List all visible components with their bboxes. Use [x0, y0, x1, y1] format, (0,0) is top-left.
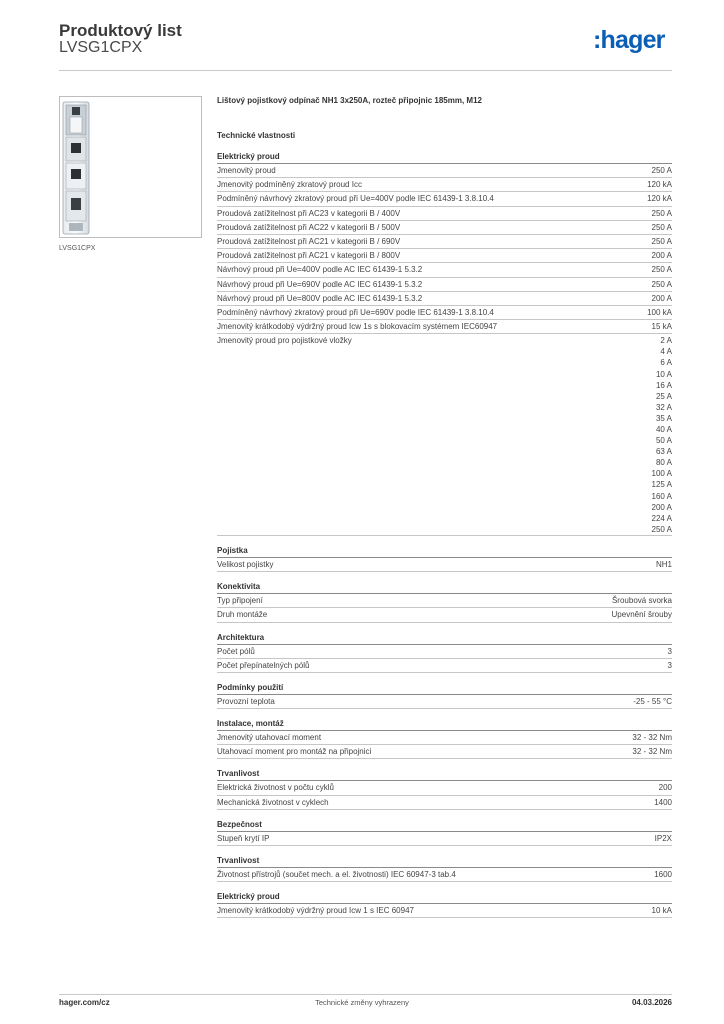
- section-title: Trvanlivost: [217, 854, 672, 868]
- product-image: [59, 96, 202, 238]
- spec-value-item: 160 A: [651, 491, 672, 501]
- spec-value: 120 kA: [647, 194, 672, 204]
- spec-section: [217, 681, 672, 709]
- spec-value: 3: [667, 646, 672, 656]
- spec-value-item: 2 A: [660, 336, 672, 346]
- section-title: Trvanlivost: [217, 767, 672, 781]
- section-title: Elektrický proud: [217, 150, 672, 164]
- section-title: Architektura: [217, 631, 672, 645]
- spec-label: Návrhový proud při Ue=400V podle AC IEC 61439-1 5.3.2: [217, 265, 423, 275]
- tech-properties-title: Technické vlastnosti: [217, 131, 296, 140]
- spec-row: [217, 695, 672, 709]
- section-title: Pojistka: [217, 544, 672, 558]
- spec-value: 250 A: [651, 222, 672, 232]
- spec-row: [217, 164, 672, 178]
- footer-date: 04.03.2026: [631, 998, 672, 1007]
- spec-row: [217, 207, 672, 221]
- spec-row: [217, 334, 672, 536]
- spec-label: Návrhový proud při Ue=800V podle AC IEC 61439-1 5.3.2: [217, 293, 423, 303]
- spec-section: [217, 767, 672, 809]
- spec-row: [217, 558, 672, 572]
- spec-section: [217, 890, 672, 918]
- spec-label: Stupeň krytí IP: [217, 833, 270, 843]
- spec-value-item: 250 A: [651, 524, 672, 534]
- spec-value: 32 - 32 Nm: [632, 747, 672, 757]
- spec-label: Podmíněný návrhový zkratový proud při Ue=690V podle IEC 61439-1 3.8.10.4: [217, 307, 494, 317]
- spec-value: 1400: [654, 797, 672, 807]
- spec-row: [217, 608, 672, 622]
- logo-text: hager: [600, 26, 665, 54]
- hager-logo: :hager: [593, 26, 665, 54]
- spec-row: [217, 868, 672, 882]
- spec-value-item: 16 A: [655, 380, 672, 390]
- spec-value: 120 kA: [647, 180, 672, 190]
- fuse-switch-disconnector-icon: [60, 97, 201, 237]
- spec-value: Upevnění šrouby: [611, 610, 672, 620]
- spec-value: IP2X: [654, 833, 672, 843]
- page-title: Produktový list: [59, 21, 182, 40]
- spec-label: Návrhový proud při Ue=690V podle AC IEC 61439-1 5.3.2: [217, 279, 423, 289]
- section-title: Elektrický proud: [217, 890, 672, 904]
- spec-value: 100 kA: [647, 307, 672, 317]
- header-divider: [59, 70, 672, 71]
- spec-row: [217, 796, 672, 810]
- spec-label: Proudová zatížitelnost při AC21 v kategorii B / 690V: [217, 236, 401, 246]
- spec-value: 250 A: [651, 265, 672, 275]
- spec-row: [217, 731, 672, 745]
- spec-row: [217, 745, 672, 759]
- spec-row: [217, 178, 672, 192]
- spec-row: [217, 832, 672, 846]
- spec-value: 250 A: [651, 166, 672, 175]
- spec-label: Provozní teplota: [217, 696, 275, 706]
- section-title: Podmínky použití: [217, 681, 672, 695]
- spec-value: -25 - 55 °C: [633, 696, 672, 706]
- spec-value: 250 A: [651, 208, 672, 218]
- product-code: LVSG1CPX: [59, 39, 143, 56]
- spec-row: [217, 278, 672, 292]
- spec-value: 250 A: [651, 279, 672, 289]
- spec-value: 200 A: [651, 251, 672, 261]
- spec-section: [217, 631, 672, 673]
- spec-label: Jmenovitý utahovací moment: [217, 733, 322, 743]
- spec-value-item: 35 A: [655, 413, 672, 423]
- spec-value-item: 100 A: [651, 469, 672, 479]
- spec-label: Utahovací moment pro montáž na připojnici: [217, 747, 372, 757]
- spec-label: Životnost přístrojů (součet mech. a el. životnosti) IEC 60947-3 tab.4: [217, 870, 456, 879]
- spec-value-item: 25 A: [655, 391, 672, 401]
- spec-value-item: 80 A: [655, 458, 672, 468]
- spec-row: [217, 320, 672, 334]
- spec-row: [217, 192, 672, 206]
- spec-label: Druh montáže: [217, 610, 268, 620]
- spec-row: [217, 249, 672, 263]
- spec-row: [217, 781, 672, 795]
- spec-row: [217, 235, 672, 249]
- spec-section: [217, 854, 672, 882]
- spec-value: NH1: [655, 559, 672, 569]
- spec-label: Proudová zatížitelnost při AC22 v kategorii B / 500V: [217, 222, 401, 232]
- spec-label: Počet pólů: [217, 646, 255, 656]
- spec-value-item: 10 A: [655, 369, 672, 379]
- spec-row: [217, 594, 672, 608]
- image-caption: LVSG1CPX: [59, 245, 96, 252]
- spec-label: Podmíněný návrhový zkratový proud při Ue=400V podle IEC 61439-1 3.8.10.4: [217, 194, 494, 204]
- section-title: Konektivita: [217, 580, 672, 594]
- section-title: Instalace, montáž: [217, 717, 672, 731]
- spec-label: Elektrická životnost v počtu cyklů: [217, 783, 334, 793]
- spec-label: Jmenovitý proud: [217, 166, 276, 175]
- spec-value-item: 40 A: [655, 425, 672, 434]
- spec-value-item: 50 A: [655, 436, 672, 446]
- spec-label: Počet přepínatelných pólů: [217, 660, 310, 670]
- spec-row: [217, 306, 672, 320]
- spec-value-item: 4 A: [660, 347, 672, 357]
- spec-value-item: 32 A: [655, 402, 672, 412]
- spec-row: [217, 904, 672, 918]
- spec-value: 10 kA: [651, 906, 672, 916]
- spec-section: [217, 717, 672, 759]
- spec-value-item: 200 A: [651, 502, 672, 512]
- spec-value-item: 125 A: [651, 480, 672, 490]
- spec-label: Mechanická životnost v cyklech: [217, 797, 329, 807]
- spec-row: [217, 659, 672, 673]
- spec-value: 1600: [654, 870, 672, 879]
- section-title: Bezpečnost: [217, 818, 672, 832]
- spec-value-item: 6 A: [660, 358, 672, 368]
- footer-website: hager.com/cz: [59, 998, 110, 1007]
- spec-section: [217, 544, 672, 572]
- footer-disclaimer: Technické změny vyhrazeny: [315, 998, 409, 1007]
- spec-value: 200: [658, 783, 672, 793]
- spec-value: 3: [667, 660, 672, 670]
- spec-row: [217, 221, 672, 235]
- spec-value: [652, 334, 672, 535]
- spec-row: [217, 645, 672, 659]
- spec-label: Typ připojení: [217, 596, 263, 606]
- spec-value-item: 224 A: [651, 513, 672, 523]
- spec-row: [217, 263, 672, 277]
- spec-label: Proudová zatížitelnost při AC23 v kategorii B / 400V: [217, 208, 401, 218]
- spec-value-item: 63 A: [655, 447, 672, 457]
- spec-label: Jmenovitý proud pro pojistkové vložky: [217, 336, 352, 346]
- spec-content: [217, 94, 672, 918]
- spec-value: 32 - 32 Nm: [632, 733, 672, 743]
- spec-section: [217, 580, 672, 622]
- spec-label: Jmenovitý podmíněný zkratový proud Icc: [217, 180, 362, 190]
- spec-label: Velikost pojistky: [217, 559, 274, 569]
- footer-divider: [59, 994, 672, 995]
- spec-label: Jmenovitý krátkodobý výdržný proud Icw 1s s blokovacím systémem IEC60947: [217, 322, 498, 332]
- spec-value: Šroubová svorka: [611, 596, 672, 606]
- spec-value: 250 A: [651, 236, 672, 246]
- spec-section: [217, 150, 672, 536]
- spec-value: 15 kA: [651, 322, 672, 332]
- spec-label: Proudová zatížitelnost při AC21 v kategorii B / 800V: [217, 251, 401, 261]
- spec-value: 200 A: [651, 293, 672, 303]
- spec-section: [217, 818, 672, 846]
- product-description: Lištový pojistkový odpínač NH1 3x250A, rozteč připojnic 185mm, M12: [217, 96, 482, 105]
- spec-row: [217, 292, 672, 306]
- spec-sections: [217, 150, 672, 918]
- spec-label: Jmenovitý krátkodobý výdržný proud Icw 1 s IEC 60947: [217, 906, 414, 916]
